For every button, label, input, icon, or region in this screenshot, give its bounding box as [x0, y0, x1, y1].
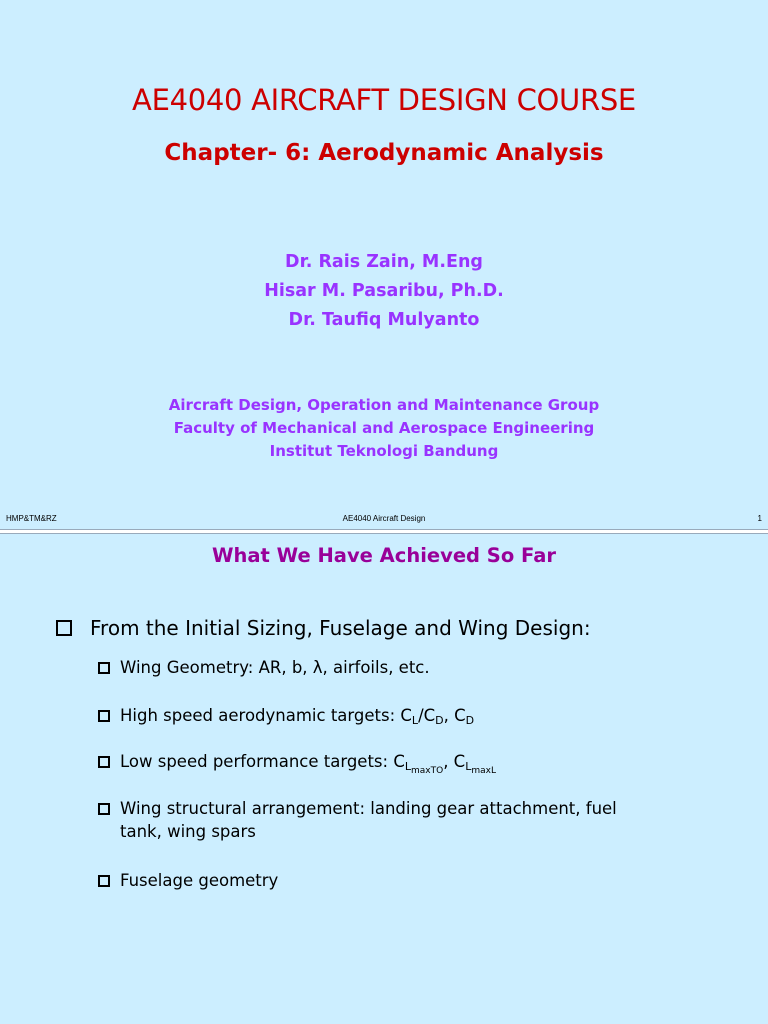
sub-bullet-text: Fuselage geometry	[120, 871, 279, 890]
main-bullet	[56, 616, 591, 640]
sub-bullet-text: Low speed performance targets: $C_{L_{maxTO}}$, $C_{L_{maxL}}$	[120, 752, 496, 776]
footer-left: HMP&TM&RZ	[6, 514, 57, 523]
sub-bullet-text: Wing structural arrangement: landing gear attachment, fuel tank, wing spars	[120, 799, 617, 841]
slide-2	[0, 533, 768, 1024]
affiliation-line: Faculty of Mechanical and Aerospace Engineering	[173, 419, 595, 437]
slide-title: What We Have Achieved So Far	[211, 544, 556, 567]
checkbox-bullet-icon	[98, 875, 110, 887]
sub-bullet-text: High speed aerodynamic targets: $C_L/C_D$, $C_D$	[120, 706, 475, 727]
sub-bullet	[98, 750, 496, 783]
author-name: Dr. Rais Zain, M.Eng	[285, 252, 483, 272]
sub-bullet	[98, 656, 430, 679]
chapter-title: Chapter- 6: Aerodynamic Analysis	[164, 140, 604, 166]
checkbox-bullet-icon	[98, 803, 110, 815]
main-bullet-text: From the Initial Sizing, Fuselage and Wing Design:	[90, 616, 591, 640]
footer-center: AE4040 Aircraft Design	[342, 514, 426, 523]
page-number: 1	[757, 514, 762, 523]
sub-bullet	[98, 869, 278, 892]
author-list	[0, 248, 768, 335]
checkbox-bullet-icon	[56, 620, 72, 636]
course-title: AE4040 AIRCRAFT DESIGN COURSE	[132, 83, 636, 117]
affiliation	[0, 394, 768, 463]
author-name: Hisar M. Pasaribu, Ph.D.	[264, 281, 504, 301]
checkbox-bullet-icon	[98, 756, 110, 768]
sub-bullet-text: Wing Geometry: AR, b, λ, airfoils, etc.	[120, 658, 430, 677]
affiliation-line: Institut Teknologi Bandung	[269, 442, 499, 460]
sub-bullet	[98, 704, 474, 732]
sub-bullet	[98, 797, 617, 843]
slide-footer	[0, 514, 768, 526]
affiliation-line: Aircraft Design, Operation and Maintenance Group	[168, 396, 600, 414]
author-name: Dr. Taufiq Mulyanto	[288, 310, 480, 330]
checkbox-bullet-icon	[98, 710, 110, 722]
checkbox-bullet-icon	[98, 662, 110, 674]
